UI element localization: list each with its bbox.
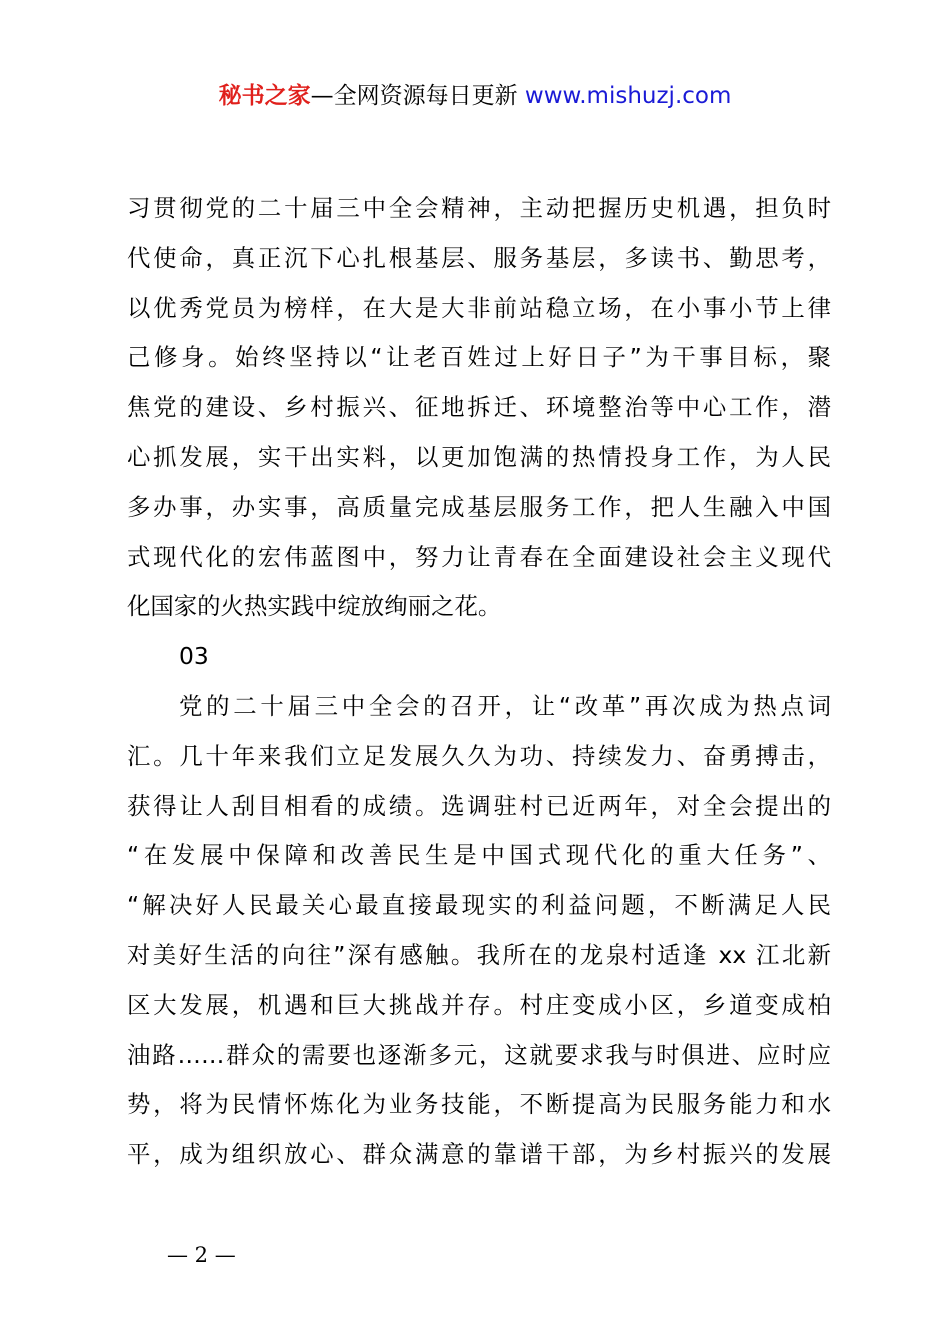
body-line: 对美好生活的向往”深有感触。我所在的龙泉村适逢 xx 江北新 bbox=[127, 940, 831, 969]
body-line: “在发展中保障和改善民生是中国式现代化的重大任务”、 bbox=[127, 841, 831, 870]
body-line: “解决好人民最关心最直接最现实的利益问题，不断满足人民 bbox=[127, 891, 831, 920]
header-slogan: —全网资源每日更新 bbox=[310, 83, 518, 109]
body-line: 平，成为组织放心、群众满意的靠谱干部，为乡村振兴的发展 bbox=[127, 1140, 831, 1169]
body-line: 心抓发展，实干出实料，以更加饱满的热情投身工作，为人民 bbox=[127, 442, 831, 471]
body-line: 油路……群众的需要也逐渐多元，这就要求我与时俱进、应时应 bbox=[127, 1040, 831, 1069]
body-line: 汇。几十年来我们立足发展久久为功、持续发力、奋勇搏击， bbox=[127, 741, 831, 770]
page-number: — 2 — bbox=[167, 1243, 236, 1267]
body-line: 以优秀党员为榜样，在大是大非前站稳立场，在小事小节上律 bbox=[127, 293, 831, 322]
section-number: 03 bbox=[179, 642, 209, 671]
page-header bbox=[0, 80, 950, 112]
body-line: 焦党的建设、乡村振兴、征地拆迁、环境整治等中心工作，潜 bbox=[127, 393, 831, 422]
header-brand: 秘书之家 bbox=[218, 83, 311, 109]
body-line: 获得让人刮目相看的成绩。选调驻村已近两年，对全会提出的 bbox=[127, 791, 831, 820]
document-body bbox=[127, 184, 831, 1180]
body-line: 己修身。始终坚持以“让老百姓过上好日子”为干事目标，聚 bbox=[127, 343, 831, 372]
body-line: 势，将为民情怀炼化为业务技能，不断提高为民服务能力和水 bbox=[127, 1090, 831, 1119]
paragraph-first-line: 党的二十届三中全会的召开，让“改革”再次成为热点词 bbox=[179, 691, 831, 720]
body-line: 化国家的火热实践中绽放绚丽之花。 bbox=[127, 592, 502, 621]
body-line: 代使命，真正沉下心扎根基层、服务基层，多读书、勤思考， bbox=[127, 243, 831, 272]
body-line: 习贯彻党的二十届三中全会精神，主动把握历史机遇，担负时 bbox=[127, 194, 831, 222]
body-line: 区大发展，机遇和巨大挑战并存。村庄变成小区，乡道变成柏 bbox=[127, 990, 831, 1019]
header-site-url[interactable]: www.mishuzj.com bbox=[524, 83, 732, 109]
body-line: 多办事，办实事，高质量完成基层服务工作，把人生融入中国 bbox=[127, 492, 831, 521]
body-line: 式现代化的宏伟蓝图中，努力让青春在全面建设社会主义现代 bbox=[127, 542, 831, 571]
